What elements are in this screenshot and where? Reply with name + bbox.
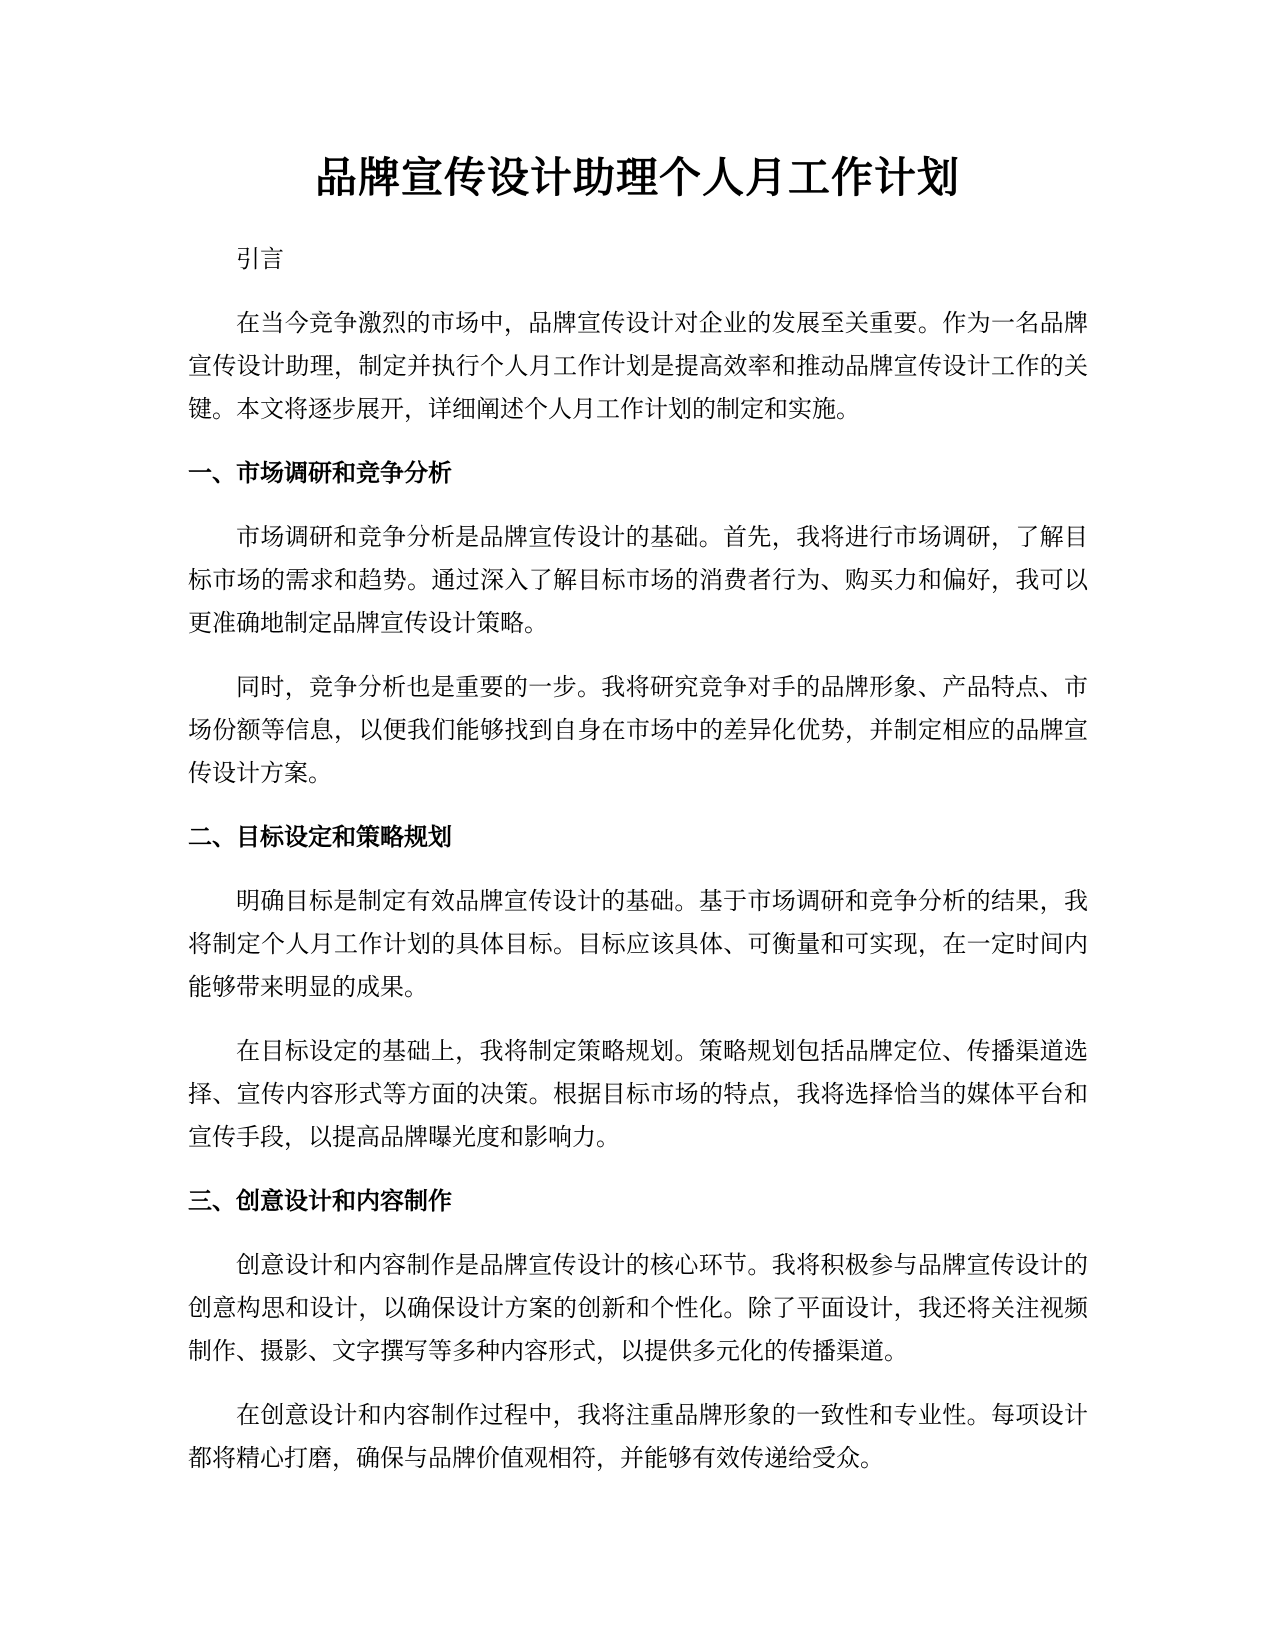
document-body [188,238,1088,1501]
section-1-paragraph-2: 同时，竞争分析也是重要的一步。我将研究竞争对手的品牌形象、产品特点、市场份额等信息，以便我们能够找到自身在市场中的差异化优势，并制定相应的品牌宣传设计方案。 [188,673,1088,787]
section-heading-2: 二、目标设定和策略规划 [188,823,452,851]
intro-paragraph: 在当今竞争激烈的市场中，品牌宣传设计对企业的发展至关重要。作为一名品牌宣传设计助理，制定并执行个人月工作计划是提高效率和推动品牌宣传设计工作的关键。本文将逐步展开，详细阐述个人月工作计划的制定和实施。 [188,309,1088,423]
section-2-paragraph-2: 在目标设定的基础上，我将制定策略规划。策略规划包括品牌定位、传播渠道选择、宣传内容形式等方面的决策。根据目标市场的特点，我将选择恰当的媒体平台和宣传手段，以提高品牌曝光度和影响力。 [188,1037,1088,1151]
section-3-paragraph-2: 在创意设计和内容制作过程中，我将注重品牌形象的一致性和专业性。每项设计都将精心打磨，确保与品牌价值观相符，并能够有效传递给受众。 [188,1401,1088,1472]
section-heading-1: 一、市场调研和竞争分析 [188,459,452,487]
section-1-paragraph-1: 市场调研和竞争分析是品牌宣传设计的基础。首先，我将进行市场调研，了解目标市场的需求和趋势。通过深入了解目标市场的消费者行为、购买力和偏好，我可以更准确地制定品牌宣传设计策略。 [188,523,1088,637]
intro-label: 引言 [236,245,284,273]
section-3-paragraph-1: 创意设计和内容制作是品牌宣传设计的核心环节。我将积极参与品牌宣传设计的创意构思和设计，以确保设计方案的创新和个性化。除了平面设计，我还将关注视频制作、摄影、文字撰写等多种内容形式，以提供多元化的传播渠道。 [188,1251,1088,1365]
page-title: 品牌宣传设计助理个人月工作计划 [314,153,960,202]
section-heading-3: 三、创意设计和内容制作 [188,1187,452,1215]
section-2-paragraph-1: 明确目标是制定有效品牌宣传设计的基础。基于市场调研和竞争分析的结果，我将制定个人月工作计划的具体目标。目标应该具体、可衡量和可实现，在一定时间内能够带来明显的成果。 [188,887,1088,1001]
